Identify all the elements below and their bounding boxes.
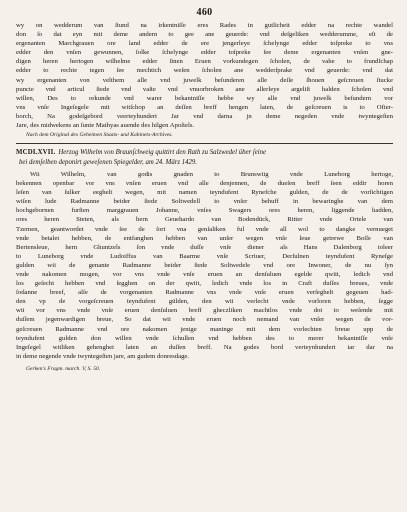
continued-charter-text: [16, 21, 393, 130]
text-line: leſen van ſulker eeghelt wegen, mit namen teyndufent Rynefche gulden, de de vorſichtigen: [16, 189, 393, 197]
document-number: MCDLXVII.: [16, 149, 56, 157]
text-line: digen heren hertogen wilhelme edder ſinen Eruen vorkundegen ſcholen, de vahe to frundſchap: [16, 58, 393, 66]
text-line: Tzemen, geantwordet vnde ſee de ſort vna genſaliken ful vnde all wol to dangke vernueget: [16, 225, 393, 233]
text-line: to Luneborg vnde Ludoiffus van Baarme vnſe Scriuer, Derſulnen teyndufent Ryneſge: [16, 252, 393, 260]
text-line: edder to rechte tegen ſee mechtich weſen ſcholen ane wedderſprake vnd geuerde: vnd dat: [16, 67, 393, 75]
text-line: gulden wii de genante Radmanne beider ſtede Soltwedele vnd ore Inwoner, de nu ſyn: [16, 261, 393, 269]
text-line: wy on wedderum van ſtund na irkentniſſe eres Rades in gutlicheit edder na rechte wandel: [16, 22, 393, 29]
text-line: puncte vnd articul ſtede vnd vaſte vnd vnuorbroken ane allerleye argeliſt halden ſcholen vnd: [16, 85, 393, 93]
text-line: wiſen lude Radmanne beider ſtede Soltwedell to vnſer behuff in bewaringhe van dem: [16, 198, 393, 206]
section-divider: [16, 143, 393, 144]
text-line: ſodanne breef, alſe de vorgenanten Radmanne vns vnde vnſe eruen verſeghelt gegeuen had-: [16, 289, 393, 297]
text-line: borch, Na godeſgebord veerteyhundert Jar vnd darna jn deme negeden vnde twyntegeſten: [16, 112, 393, 120]
text-line: Jare, des midwekens an ſunte Mathyas auende des hilgen Apoſtels.: [16, 122, 195, 130]
text-line: don ſo dat eyn mit deme andern to gee ane geuerde: vnd deſgeliken wedderumme, eſt de: [16, 31, 393, 39]
text-line: ergenanten Marchgrauen ore land edder de ere jengerleye ſchelynge edder toſpreke to vns: [16, 40, 393, 48]
text-line: wii vor vns vnde vnſe eruen denſuluen breff gheczliken machtlos vnde dot to weſende mit: [16, 307, 393, 315]
text-line: teyndufent gulden don willen vnde ſchullen vnd hebben des to merer bekantniſſe vnſe: [16, 334, 393, 342]
text-line: hochgebornen furſten marggrauen Johanne, vnſes Swagers ores heren, liggende hadden,: [16, 207, 393, 215]
text-line: vnde betalet hebben, de entfanghen hebben van unſer wegen vnſe leue getrewe Boſſe van: [16, 234, 393, 242]
source-citation: Nach dem Original des Geheimen Staats- und Kabinets-Archives.: [26, 132, 173, 139]
text-line: los geſecht hebben vnd ſegghen on der qwiit, ledich vnde los in Craft duſſes breues, vnde: [16, 280, 393, 288]
document-heading: [16, 148, 393, 167]
text-line: duſſem jegenwardigen breue, So dat wii vnde eruen noch nemand van vnſer wegen de vor-: [16, 316, 393, 324]
text-line: vns vnſe Ingeſegele mit witſchop an deſſen breff hengen laten, de geſcreuen is to Ofter-: [16, 103, 393, 111]
text-line: in deme negende vnde twyntegeſten jare, am gudem donresdage.: [16, 352, 190, 360]
text-line: wy ergenanten von velthem alle vnd juwelk beſunderen alle deſſe ſhouen geſcreuen ſtucke: [16, 76, 393, 84]
text-line: edder den vnſen gewunnen, ſolke ſchelynge edder toſpreke ſee deme ergenanten vnſen gne-: [16, 49, 393, 57]
text-line: geſcreuen Radmanne vnd ore nakomen jenige maninge mit dem vorlechten breue upp de: [16, 325, 393, 333]
document-title-line-1: Herzog Wilhelm von Braunſchweig quittirt den Rath zu Salzwedel über ſeine: [58, 149, 267, 157]
charter-body-text: [16, 170, 393, 361]
text-line: Wii Wilhelm, van godis gnaden to Brunswiig vnde Luneborg hertoge,: [30, 170, 393, 178]
footnote-citation: Gerken's Fragm. march. V, S. 50.: [26, 365, 101, 372]
page-number: 460: [196, 7, 213, 18]
text-line: Ingeſegel witliken gehenghet laten an duſſen breff. Na godes bord verteynhundert iar dar na: [16, 343, 393, 351]
text-line: bekennen openbar vor vns vnſen eruen vnd alle denjennen, de dueſen breff ſeen eddir horen: [16, 180, 393, 188]
text-line: ores heren Steten, als hern Geuehardo van Bodendück, Ritter vnde Ortele van: [16, 216, 393, 224]
document-title-line-2: bei demſelben deponirt geweſenen Spiegelder, am 24. März 1429.: [19, 158, 198, 166]
text-line: willen, Des to orkunde vnd warer bekantniſſe hebbe wy alle vnd juwelk beſundern vor: [16, 94, 393, 102]
text-line: den vp de vorgeſcreuen teyndufent gülden, den wii verlecht vnde vorloren hebben, ſegge: [16, 298, 393, 306]
text-line: vnde nakomen mogen, vor vns vnde vnſe eruen an denſuluen egelde qwiit, ledich vnd: [16, 270, 393, 278]
text-line: Bertensleue, hern Ghuntzels ſon vnde duſſe vnſe diener als Hans Dalenborg toleer: [16, 243, 393, 251]
